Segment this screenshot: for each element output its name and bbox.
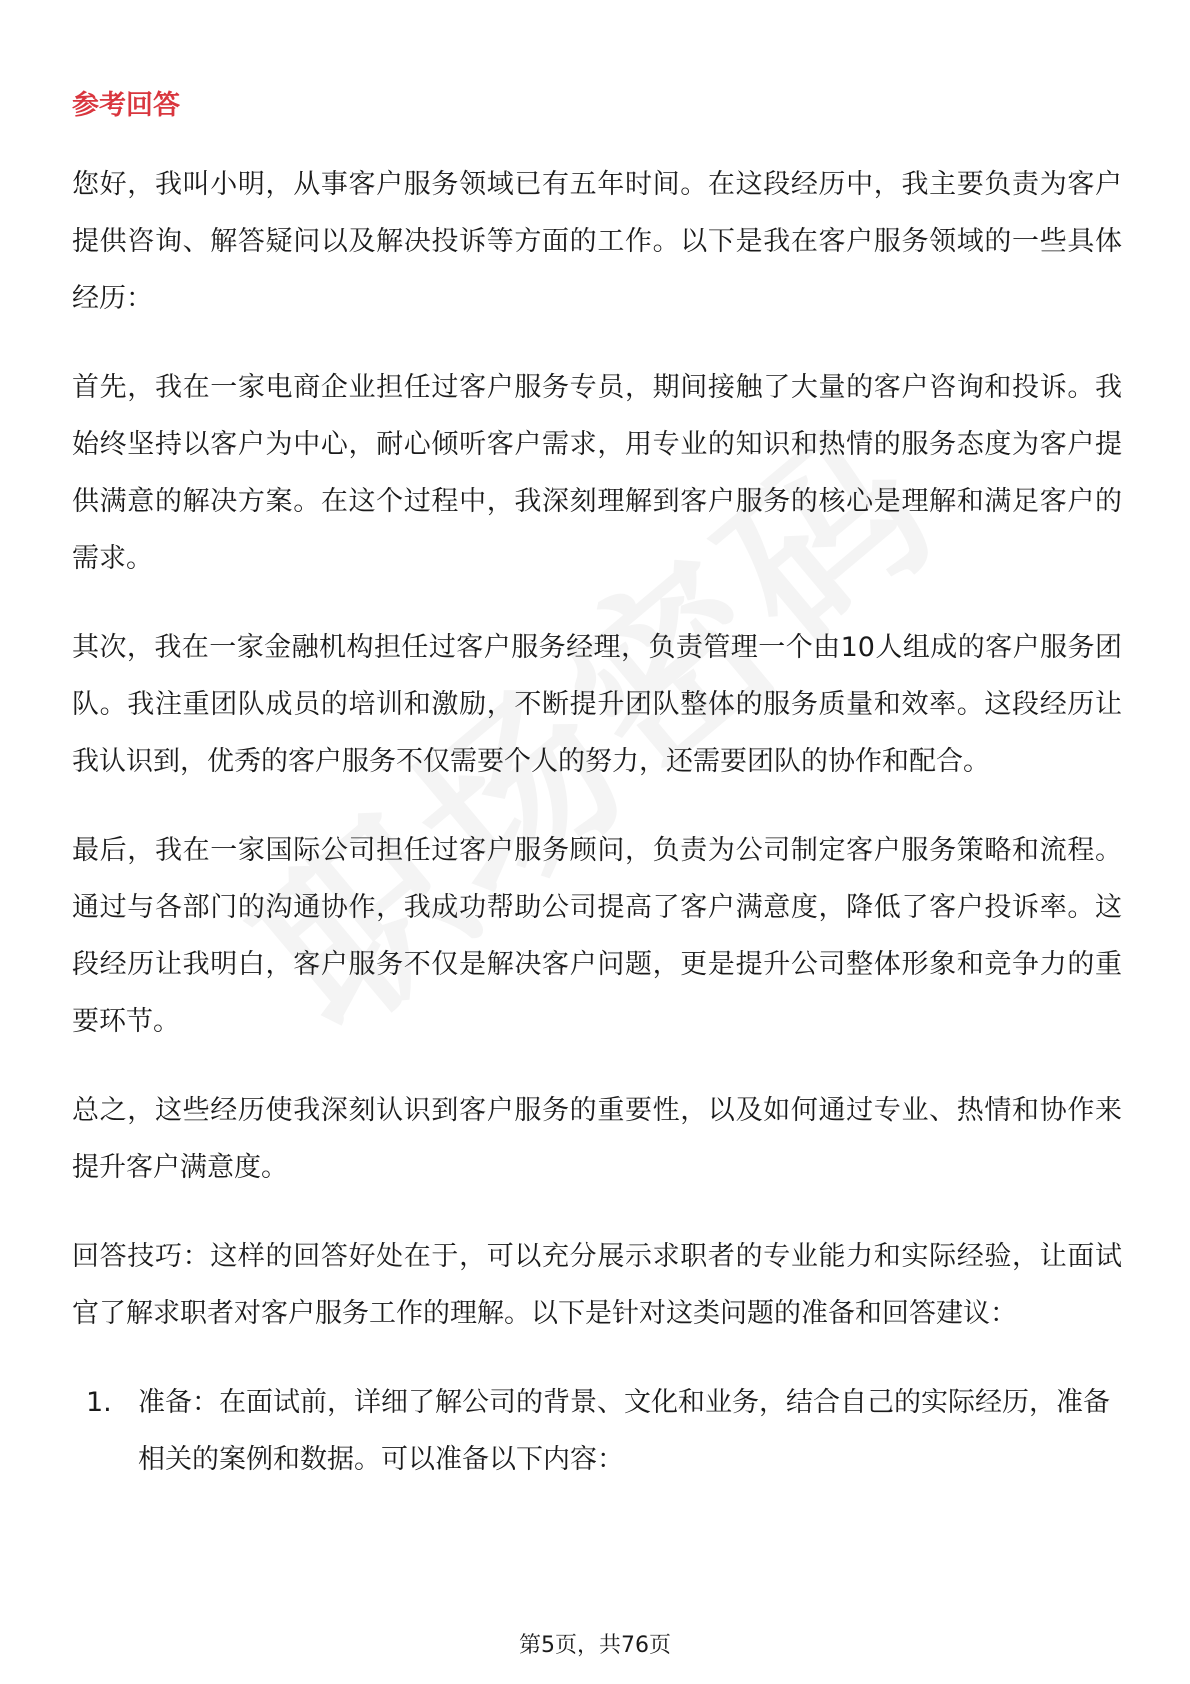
tips-list [72,1374,1122,1488]
document-content [72,86,1122,1488]
paragraph-intro: 您好，我叫小明，从事客户服务领域已有五年时间。在这段经历中，我主要负责为客户提供咨询、解答疑问以及解决投诉等方面的工作。以下是我在客户服务领域的一些具体经历： [72,169,1122,314]
section-heading: 参考回答 [72,90,180,121]
paragraph-last: 最后，我在一家国际公司担任过客户服务顾问，负责为公司制定客户服务策略和流程。通过与各部门的沟通协作，我成功帮助公司提高了客户满意度，降低了客户投诉率。这段经历让我明白，客户服务不仅是解决客户问题，更是提升公司整体形象和竞争力的重要环节。 [72,835,1122,1037]
paragraph-summary: 总之，这些经历使我深刻认识到客户服务的重要性，以及如何通过专业、热情和协作来提升客户满意度。 [72,1095,1122,1183]
paragraph-first: 首先，我在一家电商企业担任过客户服务专员，期间接触了大量的客户咨询和投诉。我始终坚持以客户为中心，耐心倾听客户需求，用专业的知识和热情的服务态度为客户提供满意的解决方案。在这个过程中，我深刻理解到客户服务的核心是理解和满足客户的需求。 [72,372,1122,574]
list-item [86,1374,1122,1488]
paragraph-tips: 回答技巧：这样的回答好处在于，可以充分展示求职者的专业能力和实际经验，让面试官了解求职者对客户服务工作的理解。以下是针对这类问题的准备和回答建议： [72,1241,1122,1329]
paragraph-second: 其次，我在一家金融机构担任过客户服务经理，负责管理一个由10人组成的客户服务团队。我注重团队成员的培训和激励，不断提升团队整体的服务质量和效率。这段经历让我认识到，优秀的客户服务不仅需要个人的努力，还需要团队的协作和配合。 [72,632,1122,777]
list-item-number: 1. [86,1387,112,1418]
page-footer: 第5页，共76页 [519,1633,671,1658]
list-item-text: 准备：在面试前，详细了解公司的背景、文化和业务，结合自己的实际经历，准备相关的案例和数据。可以准备以下内容： [138,1387,1110,1475]
